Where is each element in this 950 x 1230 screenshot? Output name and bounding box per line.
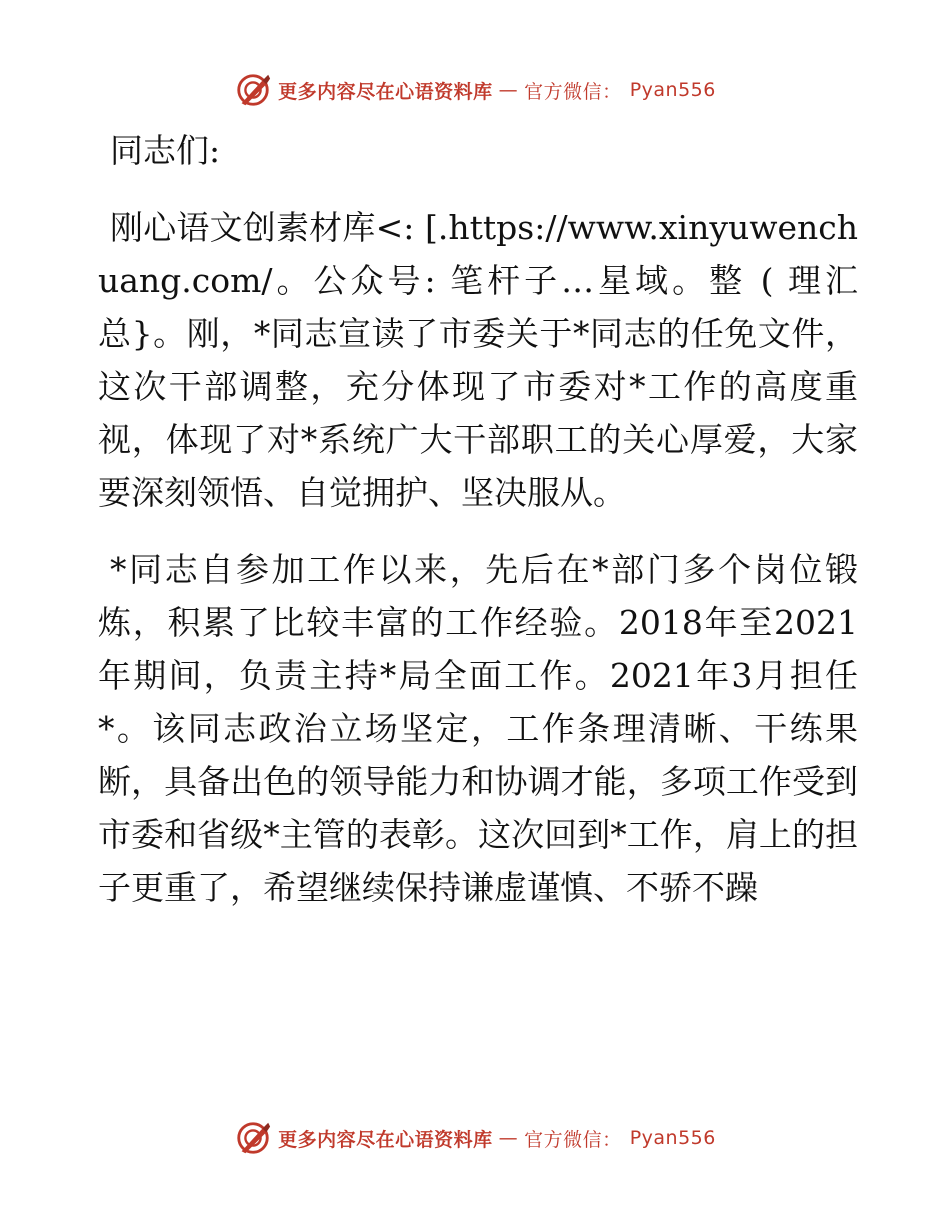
salutation: 同志们: bbox=[110, 131, 221, 170]
watermark-wechat-id: Pyan556 bbox=[629, 79, 716, 101]
footer-watermark bbox=[0, 1116, 950, 1160]
watermark-main-text: 更多内容尽在心语资料库 bbox=[278, 1128, 493, 1151]
watermark-wechat-label: 官方微信： bbox=[524, 80, 622, 103]
document-body bbox=[98, 124, 858, 914]
watermark-separator: — bbox=[498, 1127, 519, 1149]
paragraph-2: *同志自参加工作以来，先后在*部门多个岗位锻炼，积累了比较丰富的工作经验。2018年至2021年期间，负责主持*局全面工作。2021年3月担任*。该同志政治立场坚定，工作条理清晰、干练果断，具备出色的领导能力和协调才能，多项工作受到市委和省级*主管的表彰。这次回到*工作，肩上的担子更重了，希望继续保持谦虚谨慎、不骄不躁 bbox=[98, 550, 858, 907]
watermark-separator: — bbox=[498, 79, 519, 101]
watermark-wechat-label: 官方微信： bbox=[524, 1128, 622, 1151]
watermark-main-text: 更多内容尽在心语资料库 bbox=[278, 80, 493, 103]
pen-logo-icon bbox=[234, 1119, 272, 1157]
header-watermark bbox=[0, 68, 950, 112]
paragraph-1: 刚心语文创素材库<: [.https://www.xinyuwenchuang.com/。公众号: 笔杆子…星域。整 ( 理汇总}。刚，*同志宣读了市委关于*同志的任免文件，这次干部调整，充分体现了市委对*工作的高度重视，体现了对*系统广大干部职工的关心厚爱，大家要深刻领悟、自觉拥护、坚决服从。 bbox=[98, 208, 858, 512]
pen-logo-icon bbox=[234, 71, 272, 109]
watermark-wechat-id: Pyan556 bbox=[629, 1127, 716, 1149]
